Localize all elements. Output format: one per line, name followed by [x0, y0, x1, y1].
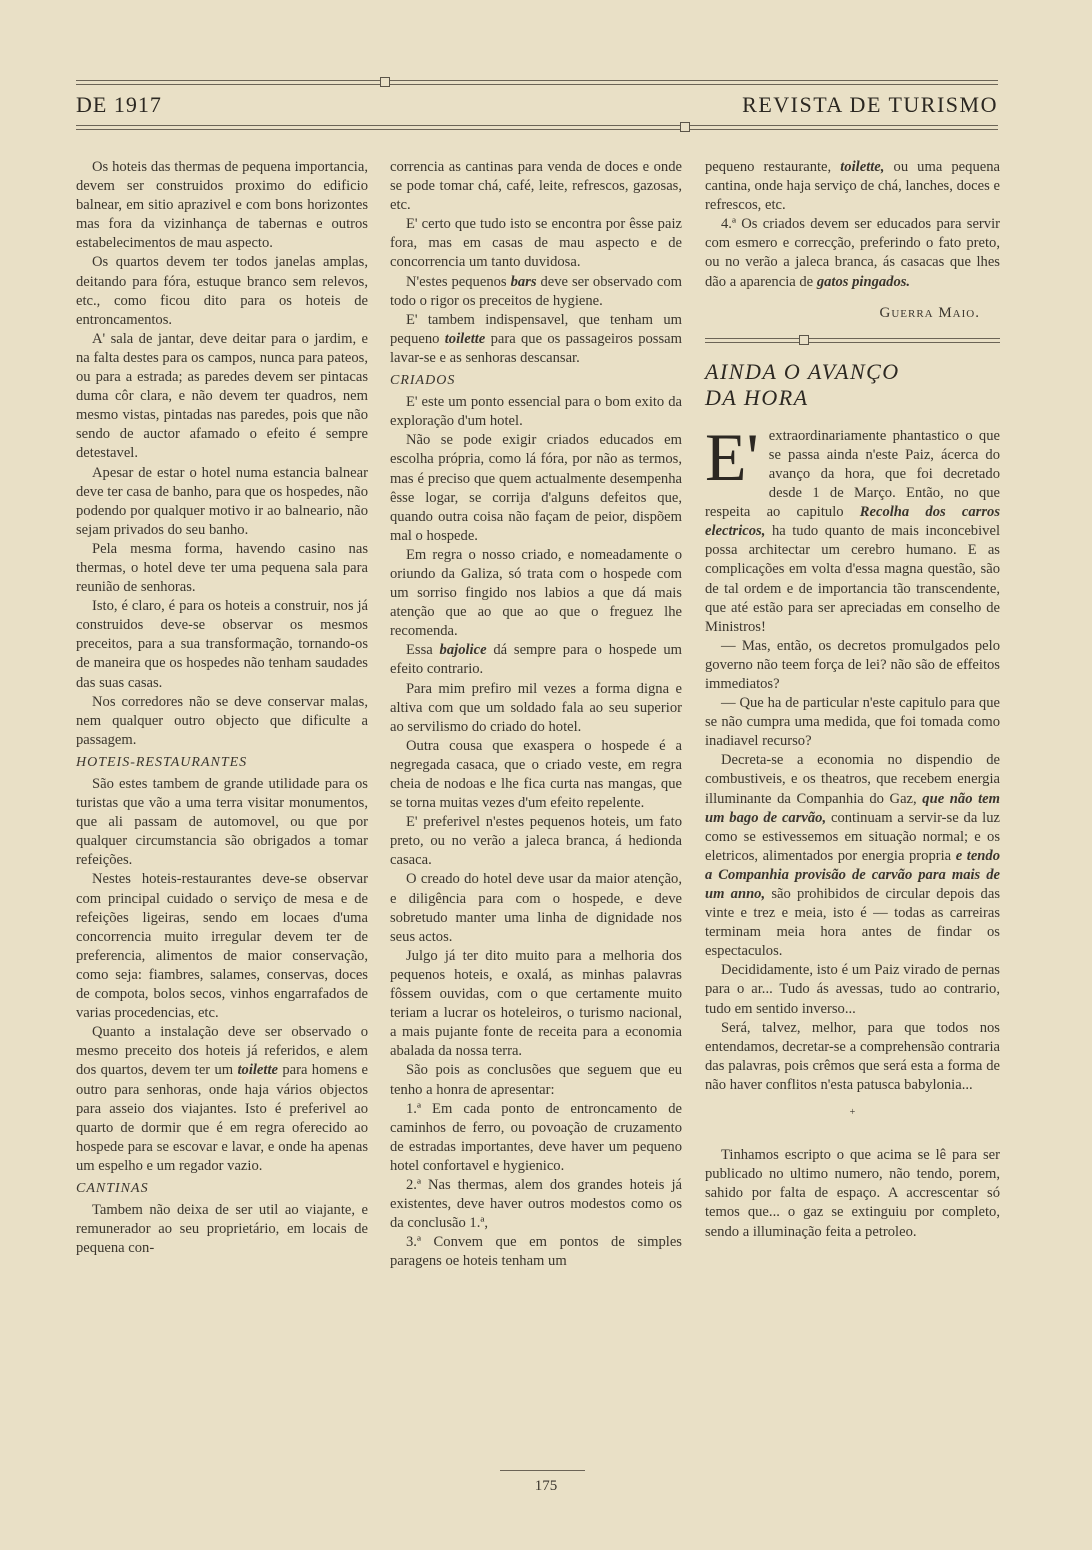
page-number: 175 [534, 1478, 558, 1494]
text-run: Decreta-se a economia no dispendio de combustiveis, e os theatros, que recebem energia illuminante da Companhia do Gaz, [705, 752, 1000, 807]
paragraph: — Mas, então, os decretos promulgados pelo governo não teem força de lei? não são de effeitos immediatos? [705, 637, 1000, 692]
paragraph: E' este um ponto essencial para o bom exito da exploração d'um hotel. [390, 394, 682, 430]
paragraph: Em regra o nosso criado, e nomeadamente o oriundo da Galiza, só trata com o hospede com um sorriso fingido nos labios a que dá mais atenção que ao que ao que o freguez lhe recomenda. [390, 546, 682, 640]
paragraph: Para mim prefiro mil vezes a forma digna e altiva com que um soldado fala ao seu superior ao servilismo do criado do hotel. [390, 680, 682, 735]
text-run: deve ser observado com todo o rigor os preceitos de hygiene. [390, 273, 682, 309]
paragraph: E' certo que tudo isto se encontra por êsse paiz fora, mas em casas de mau aspecto e de concorrencia um tanto duvidosa. [390, 216, 682, 271]
emphasis: e tendo a Companhia provisão de carvão para mais de um anno, [705, 847, 1001, 902]
header-title: REVISTA DE TURISMO [742, 92, 998, 117]
paragraph: A' sala de jantar, deve deitar para o jardim, e na falta destes para os campos, nunca para pateos, ou para a estrada; as paredes devem ser pintacas duma côr clara, e não devem ter quadros, nem mesmo vistas, pintadas nas paredes, pois que não sendo de auctor afamado o efeito é sempre detestavel. [76, 330, 368, 462]
paragraph: Decididamente, isto é um Paiz virado de pernas para o ar... Tudo ás avessas, tudo ao contrario, tudo em sentido inverso... [705, 962, 1000, 1017]
paragraph: 3.ª Convem que em pontos de simples paragens oe hoteis tenham um [390, 1234, 682, 1270]
paragraph [390, 311, 682, 368]
header-rule-top-2 [76, 84, 998, 85]
emphasis: toilette [237, 1062, 278, 1079]
text-run: para homens e outro para senhoras, onde haja vários objectos para asseio dos viajantes. Isto é preferivel ao quarto de dormir que é em regra oferecido ao hospede para se escovar e lavar, e onde ha apenas um espelho e um regador vazio. [76, 1062, 368, 1174]
header-rule-bottom-2 [76, 129, 998, 130]
section-heading: CANTINAS [76, 1180, 149, 1196]
paragraph: E' preferivel n'estes pequenos hoteis, um fato preto, ou no verão a jaleca branca, á hedionda casaca. [390, 814, 682, 869]
paragraph: São pois as conclusões que seguem que eu tenho a honra de apresentar: [390, 1062, 682, 1098]
text-run: pequeno restaurante, [705, 159, 832, 175]
paragraph: Os quartos devem ter todos janelas amplas, deitando para fóra, estuque branco sem relevos, etc., como ficou dito para os hoteis de entroncamentos. [76, 254, 368, 328]
title-line: AINDA O AVANÇO [705, 358, 900, 384]
paragraph: Tinhamos escripto o que acima se lê para ser publicado no ultimo numero, não tendo, porem, sahido por falta de espaço. A accrescentar só temos que... o gaz se extinguiu por completo, sendo a illuminação feita a petroleo. [705, 1147, 1000, 1240]
text-run: dá sempre para o hospede um efeito contrario. [390, 642, 682, 678]
paragraph: Tambem não deixa de ser util ao viajante, e remunerador ao seu proprietário, em locais de pequena con- [76, 1202, 368, 1257]
text-run: ha tudo quanto de mais inconcebivel possa architectar um cerebro humano. E as complicações em volta d'essa magna questão, são de tal ordem e de importancia tão transcendente, que até estão para ser apreciadas em conselho de Ministros! [705, 523, 1000, 635]
text-run: extraordinariamente phantastico o que se passa ainda n'este Paiz, ácerca do avanço da hora, que foi decretado desde 1 de Março. Então, no que respeita ao capitulo [705, 427, 1000, 521]
star-separator: + [849, 1107, 856, 1119]
title-line: DA HORA [705, 384, 809, 410]
text-run: E' tambem indispensavel, que tenham um pequeno [390, 311, 682, 347]
emphasis: bars [510, 273, 537, 290]
text-run: 4.ª Os criados devem ser educados para servir com esmero e correcção, preferindo o fato preto, ou no verão a jaleca branca, ás casacas que lhes dão a aparencia de [705, 216, 1000, 290]
paragraph [390, 273, 682, 311]
paragraph: Não se pode exigir criados educados em escolha própria, como lá fóra, por não as termos, mas é preciso que quem actualmente desempenha êsse logar, se corrija d'alguns defeitos que, quando outra coisa não façam de peior, dispõem mal o hospede. [390, 432, 682, 544]
section-heading: CRIADOS [390, 373, 456, 389]
text-run: continuam a servir-se da luz como se estivessemos em situação normal; e os eletricos, alimentados por energia propria [705, 809, 1000, 864]
header-rule-top [76, 80, 998, 81]
dropcap: E' [705, 418, 759, 495]
paragraph: Julgo já ter dito muito para a melhoria dos pequenos hoteis, e oxalá, as minhas palavras fôssem ouvidas, com o que certamente muito teriam a lucrar os hoteleiros, o turismo nacional, a mais pujante fonte de receita para a economia abalada da nossa terra. [390, 947, 682, 1060]
text-run: ou uma pequena cantina, onde haja serviço de chá, lanches, doces e refrescos, etc. [705, 159, 1000, 214]
dropcap-paragraph [705, 418, 1000, 637]
column-2 [390, 158, 682, 1271]
text-run: são prohibidos de circular depois das vinte e trez e meia, isto é — todas as carreiras terminam meia hora antes de findar os espectaculos. [705, 886, 1000, 960]
emphasis: gatos pingados. [816, 273, 911, 290]
header-rule-bottom [76, 125, 998, 126]
emphasis: Recolha dos carros electricos, [705, 504, 1000, 540]
ornament-icon [680, 122, 690, 132]
header-date: DE 1917 [76, 92, 162, 117]
article-title [705, 359, 1000, 411]
emphasis: toilette [444, 330, 486, 347]
paragraph: São estes tambem de grande utilidade para os turistas que vão a uma terra visitar monumentos, que ali passam de automovel, ou que por qualquer circumstancia são obrigados a tomar refeições. [76, 776, 368, 869]
paragraph: O creado do hotel deve usar da maior atenção, e diligência para com o hospede, e deve sobretudo manter uma linha de dignidade nos seus actos. [390, 871, 682, 945]
ornament-icon [380, 77, 390, 87]
section-heading: HOTEIS-RESTAURANTES [76, 754, 248, 770]
paragraph: Apesar de estar o hotel numa estancia balnear deve ter casa de banho, para que os hospedes, não podendo por qualquer motivo ir ao balneario, não sejam privados do seu banho. [76, 464, 368, 538]
paragraph: Outra cousa que exaspera o hospede é a negregada casaca, que o criado veste, em regra cheia de nodoas e lhe fica curta nas mangas, que se torna muitas vezes d'um efeito repelente. [390, 737, 682, 812]
paragraph: Será, talvez, melhor, para que todos nos entendamos, decretar-se a comprehensão contraria das palavras, pois crêmos que será esta a forma de não haver conflitos n'esta patusca babylonia... [705, 1019, 1000, 1093]
paragraph: 2.ª Nas thermas, alem dos grandes hoteis já existentes, deve haver outros modestos como os da conclusão 1.ª, [390, 1176, 682, 1232]
column-1 [76, 158, 368, 1258]
text-run: N'estes pequenos [406, 273, 507, 290]
emphasis: que não tem um bago de carvão, [705, 790, 1000, 826]
text-run: Essa [406, 642, 433, 659]
paragraph [705, 215, 1000, 291]
paragraph: Os hoteis das thermas de pequena importancia, devem ser construidos proximo do edificio balnear, em sitio aprazivel e com bons horizontes mas fora da vizinhança de tabernas e outros estabelecimentos de mau aspecto. [76, 159, 368, 252]
paragraph: Pela mesma forma, havendo casino nas thermas, o hotel deve ter uma pequena sala para reunião de senhoras. [76, 540, 368, 596]
paragraph: Nestes hoteis-restaurantes deve-se observar com principal cuidado o serviço de mesa e de refeições ligeiras, sendo em locaes d'uma concorrencia muito irregular devem ter de preferencia, alimentos de maior conservação, como seja: fiambres, salames, conservas, doces de compota, bolos secos, vinhos engarrafados de varias procedencias, etc. [76, 871, 368, 1022]
emphasis: toilette, [840, 159, 885, 175]
author-signature: Guerra Maio. [879, 304, 980, 321]
paragraph: Nos corredores não se deve conservar malas, nem qualquer outro objecto que dificulte a passagem. [76, 693, 368, 748]
paragraph [390, 641, 682, 679]
text-run: Quanto a instalação deve ser observado o mesmo preceito dos hoteis já referidos, e alem dos quartos, devem ter um [76, 1024, 368, 1079]
emphasis: bajolice [439, 642, 487, 659]
paragraph [76, 1023, 368, 1176]
column-3 [705, 158, 1000, 1242]
paragraph: Isto, é claro, é para os hoteis a construir, nos já construidos deve-se observar os mesmos preceitos, para a sua transformação, tornando-os de maneira que os hospedes não tenham saudades das suas casas. [76, 598, 368, 691]
paragraph: — Que ha de particular n'este capitulo para que se não cumpra uma medida, que foi tomada como inadiavel recurso? [705, 695, 1000, 750]
paragraph [705, 158, 1000, 215]
section-separator [705, 325, 1000, 355]
text-run: para que os passageiros possam lavar-se e as senhoras descansar. [390, 330, 682, 366]
paragraph: 1.ª Em cada ponto de entroncamento de caminhos de ferro, ou povoação de cruzamento de estradas importantes, deve haver um pequeno hotel confortavel e hygienico. [390, 1100, 682, 1174]
paragraph [705, 751, 1000, 961]
ornament-icon [799, 335, 809, 345]
paragraph: correncia as cantinas para venda de doces e onde se pode tomar chá, café, leite, refrescos, gazosas, etc. [390, 159, 682, 214]
page-number-rule [500, 1470, 585, 1471]
